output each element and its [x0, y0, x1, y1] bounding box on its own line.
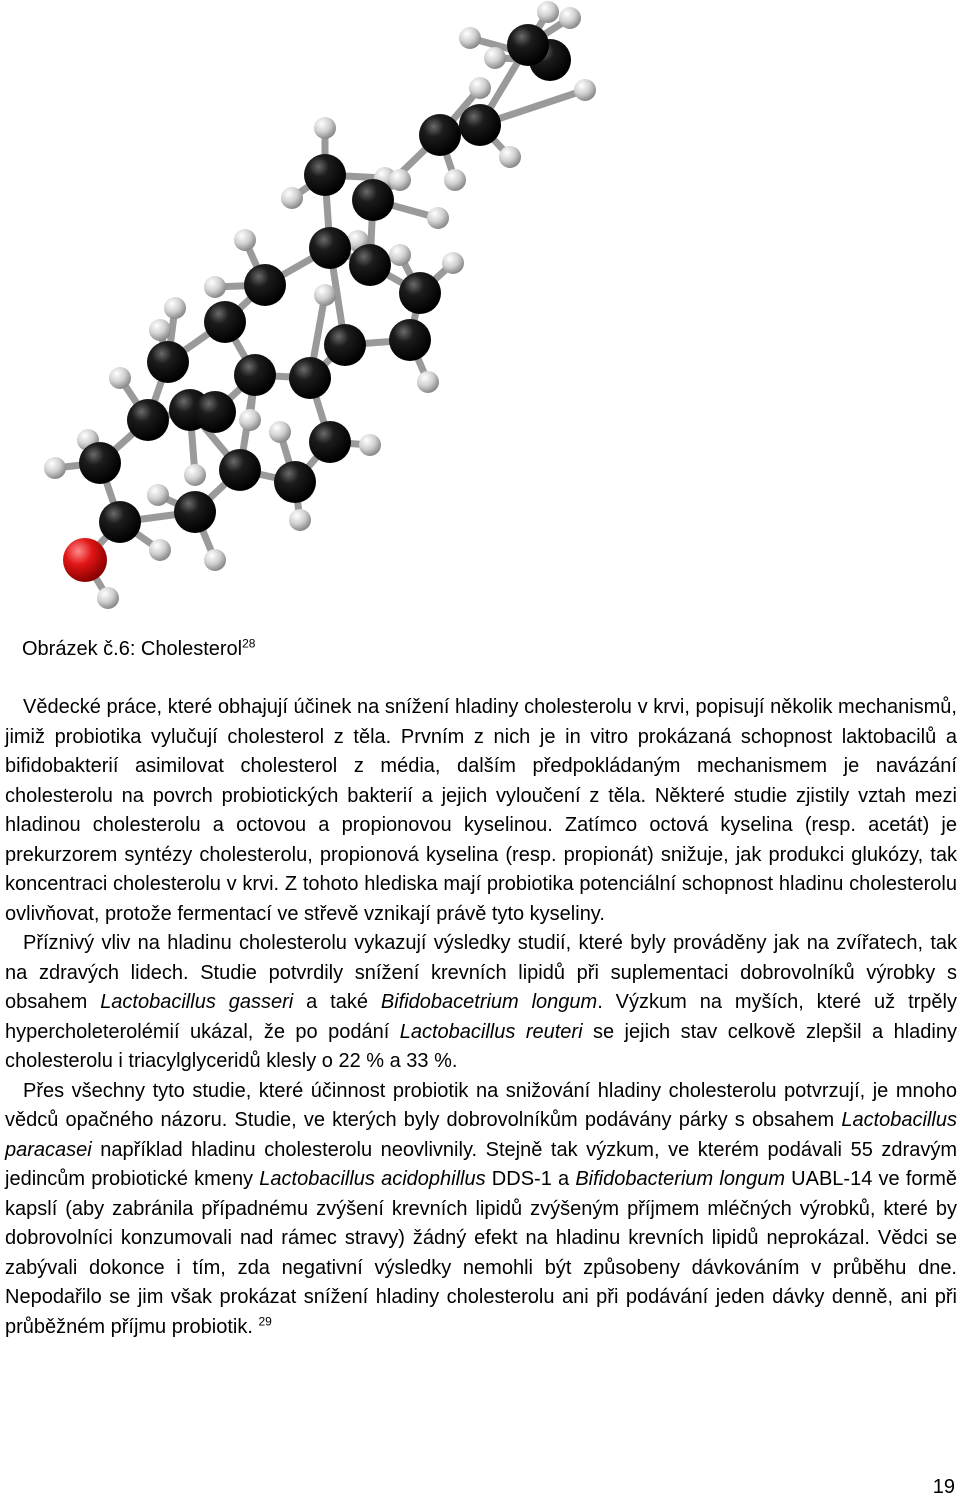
carbon-atom — [194, 391, 236, 433]
hydrogen-atom — [484, 47, 506, 69]
carbon-atom — [234, 354, 276, 396]
hydrogen-atom — [574, 79, 596, 101]
hydrogen-atom — [314, 117, 336, 139]
text-run: a také — [293, 991, 381, 1013]
hydrogen-atom — [289, 509, 311, 531]
hydrogen-atom — [499, 146, 521, 168]
carbon-atom — [244, 264, 286, 306]
hydrogen-atom — [459, 27, 481, 49]
italic-term: Lactobacillus acidophillus — [259, 1168, 486, 1190]
carbon-atom — [389, 319, 431, 361]
carbon-atom — [399, 272, 441, 314]
hydrogen-atom — [389, 244, 411, 266]
text-run: UABL-14 ve formě kapslí (aby zabránila případnému zvýšení krevních lipidů zvýšeným příjmem mléčných výrobků, které by dobrovolníci konzumovali nad rámec stravy) žádný efekt na hladinu krevních lipidů neprokázal. Vědci se zabývali dokonce i tím, zda negativní výsledky nemohli být způsobeny dávkováním v průběhu dne. Nepodařilo se jim však prokázat snížení hladiny cholesterolu ani při podávání jeden dávky denně, ani při průběžném příjmu probiotik. — [5, 1168, 957, 1338]
page-number: 19 — [932, 1476, 955, 1498]
caption-label: Obrázek č.6: Cholesterol — [22, 638, 243, 660]
paragraph-3 — [5, 1077, 957, 1343]
carbon-atom — [147, 341, 189, 383]
hydrogen-atom — [559, 7, 581, 29]
hydrogen-atom — [239, 409, 261, 431]
body-text — [5, 693, 957, 1342]
text-run: Přes všechny tyto studie, které účinnost probiotik na snižování hladiny cholesterolu potvrzují, je mnoho vědců opačného názoru. Studie, ve kterých byly dobrovolníkům podávány párky s obsahem — [5, 1079, 957, 1131]
oxygen-atom — [63, 538, 107, 582]
text-run: Vědecké práce, které obhajují účinek na snížení hladiny cholesterolu v krvi, popisují několik mechanismů, jimiž probiotika vylučují cholesterol z těla. Prvním z nich je in vitro prokázaná schopnost laktobacilů a bifidobakterií asimilovat cholesterol z média, dalším předpokládaným mechanismem je navázání cholesterolu na povrch probiotických bakterií a jejich vyloučení z těla. Některé studie zjistily vztah mezi hladinou cholesterolu a octovou a propionovou kyselinou. Zatímco octová kyselina (resp. acetát) je prekurzorem syntézy cholesterolu, propionová kyselina (resp. propionát) snižuje, jak produkci glukózy, tak koncentraci cholesterolu v krvi. Z tohoto hlediska mají probiotika potenciální schopnost hladinu cholesterolu ovlivňovat, protože fermentací ve střevě vznikají právě tyto kyseliny. — [5, 696, 957, 925]
carbon-atom — [127, 399, 169, 441]
carbon-atom — [309, 227, 351, 269]
text-run: se jejich stav celkově zlepšil a hladiny cholesterolu i triacylglyceridů klesly o 22 % a 33 %. — [5, 1020, 957, 1072]
italic-term: Lactobacillus reuteri — [399, 1020, 583, 1043]
hydrogen-atom — [389, 169, 411, 191]
hydrogen-atom — [204, 549, 226, 571]
hydrogen-atom — [149, 539, 171, 561]
hydrogen-atom — [204, 276, 226, 298]
text-run: Příznivý vliv na hladinu cholesterolu vykazují výsledky studií, které byly prováděny jak na zvířatech, tak na zdravých lidech. Studie potvrdily snížení krevních lipidů při suplementaci dobrovolníků výrobky s obsahem — [5, 932, 957, 1013]
figure-caption — [22, 634, 255, 664]
carbon-atom — [219, 449, 261, 491]
hydrogen-atom — [281, 187, 303, 209]
italic-term: Lactobacillus gasseri — [100, 991, 294, 1013]
cholesterol-molecule-figure — [0, 0, 960, 630]
hydrogen-atom — [164, 297, 186, 319]
hydrogen-atom — [469, 77, 491, 99]
carbon-atom — [79, 442, 121, 484]
paragraph-1 — [5, 693, 957, 929]
hydrogen-atom — [97, 587, 119, 609]
carbon-atom — [309, 421, 351, 463]
hydrogen-atom — [427, 207, 449, 229]
carbon-atom — [324, 324, 366, 366]
hydrogen-atom — [417, 371, 439, 393]
hydrogen-atom — [109, 367, 131, 389]
carbon-atom — [274, 461, 316, 503]
hydrogen-atom — [314, 284, 336, 306]
hydrogen-atom — [269, 421, 291, 443]
hydrogen-atom — [537, 1, 559, 23]
carbon-atom — [174, 491, 216, 533]
carbon-atom — [352, 179, 394, 221]
carbon-atom — [304, 154, 346, 196]
paragraph-2 — [5, 929, 957, 1077]
carbon-atom — [289, 357, 331, 399]
carbon-atom — [419, 114, 461, 156]
text-run: například hladinu cholesterolu neovlivnily. Stejně tak výzkum, ve kterém podávali 55 zdravým jedincům probiotické kmeny — [5, 1138, 957, 1190]
hydrogen-atom — [234, 229, 256, 251]
hydrogen-atom — [359, 434, 381, 456]
hydrogen-atom — [444, 169, 466, 191]
hydrogen-atom — [149, 319, 171, 341]
carbon-atom — [459, 104, 501, 146]
caption-reference: 28 — [242, 636, 256, 651]
text-run: . Výzkum na myších, které už trpěly hypercholeterolémií ukázal, že po podání — [5, 991, 957, 1043]
text-run: DDS-1 a — [485, 1168, 576, 1190]
reference-number: 29 — [258, 1313, 272, 1328]
italic-term: Lactobacillus paracasei — [5, 1109, 957, 1161]
hydrogen-atom — [184, 464, 206, 486]
italic-term: Bifidobacterium longum — [575, 1168, 785, 1190]
carbon-atom — [204, 301, 246, 343]
carbon-atom — [99, 501, 141, 543]
carbon-atom — [507, 24, 549, 66]
hydrogen-atom — [44, 457, 66, 479]
hydrogen-atom — [147, 484, 169, 506]
hydrogen-atom — [442, 252, 464, 274]
italic-term: Bifidobacetrium longum — [380, 991, 598, 1013]
carbon-atom — [349, 244, 391, 286]
